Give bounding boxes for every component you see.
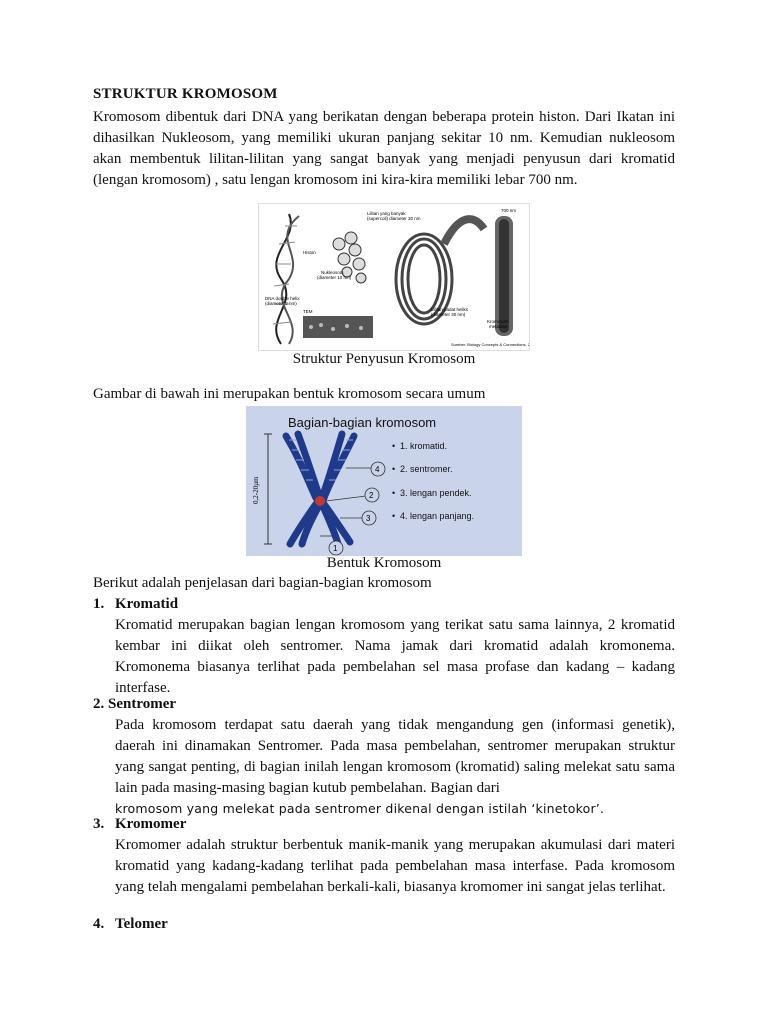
parts-item-1: 1. kromatid. [400,441,448,451]
section-body-sentromer-last: kromosom yang melekat pada sentromer dikenal dengan istilah ‘kinetokor’. [115,801,605,816]
section-body-sentromer: Pada kromosom terdapat satu daerah yang tidak mengandung gen (informasi genetik), daerah ini dinamakan Sentromer. Pada masa pembelahan, sentromer merupakan struktur yang sangat penting, di bagian inilah lengan kromosom (kromatid) saling melekat satu sama lain pada masing-masing bagian kutub pembelahan. Bagian dari [115,717,675,796]
label-lilitan-banyak: Lilitan yang banyak [367,211,406,216]
label-dna: DNA double helix [265,296,300,301]
parts-item-2: 2. sentromer. [400,464,453,474]
marker-4: 4 [375,465,380,474]
label-kromosom: Kromosom [487,319,509,324]
bullet-3: • [392,488,396,498]
marker-3: 3 [366,514,371,523]
label-lilitan-banyak-sub: (supercoil) diameter 30 nm [367,216,421,221]
section-body-kromatid: Kromatid merupakan bagian lengan kromosom yang terikat satu sama lainnya, 2 kromatid kembar ini diikat oleh sentromer. Nama jamak dari kromatid adalah kromonema. Kromonema biasanya terlihat pada pembelahan sel masa profase dan kadang – kadang interfase. [115,617,675,696]
label-histon: Histon [303,250,316,255]
label-lilitan-padat: Lilitan padat heliks [431,307,469,312]
label-700nm: 700 nm [501,208,517,213]
chromosome-structure-figure [258,203,530,351]
label-kromosom-sub: metafase [489,324,508,329]
bullet-4: • [392,511,396,521]
label-source: Sumber: Biology Concepts & Connections, 2006 [451,342,529,347]
section-heading-sentromer [93,696,176,713]
figure2-heading: Bagian-bagian kromosom [288,415,437,430]
section-title: Sentromer [108,696,177,712]
section-heading-telomer [93,916,168,933]
sections-intro-text: Berikut adalah penjelasan dari bagian-bagian kromosom [93,575,432,591]
figure2-caption: Bentuk Kromosom [326,555,442,571]
chromosome-parts-figure [246,406,522,556]
figure1-caption: Struktur Penyusun Kromosom [292,351,476,367]
scale-label: 0,2-20µm [252,476,260,504]
marker-2: 2 [369,491,374,500]
parts-item-4: 4. lengan panjang. [400,511,475,521]
section-number: 4. [93,916,105,932]
section-title: Kromatid [115,596,179,612]
page-title: STRUKTUR KROMOSOM [93,86,278,102]
section-heading-kromatid [93,596,178,613]
section-heading-kromomer [93,816,186,833]
label-dna-sub: (diameter 2 nm) [265,301,297,306]
label-nukleosom: Nukleosom [321,270,344,275]
marker-1: 1 [333,544,338,553]
label-nukleosom-sub: (diameter 10 nm) [317,275,352,280]
section-number: 2. [93,696,105,712]
section-body-kromomer: Kromomer adalah struktur berbentuk manik-manik yang merupakan akumulasi dari materi kromatid yang kadang-kadang terlihat pada pembelahan masa interfase. Pada kromosom yang telah mengalami pembelahan berkali-kali, biasanya kromomer ini sangat jelas terlihat. [115,837,675,895]
chromosome-structure-illustration [259,204,529,350]
bullet-2: • [392,464,396,474]
section-number: 3. [93,816,105,832]
centromere-marker [315,496,325,506]
chromosome-parts-illustration [246,406,522,556]
parts-item-3: 3. lengan pendek. [400,488,472,498]
bullet-1: • [392,441,396,451]
section-title: Kromomer [115,816,187,832]
intro-paragraph: Kromosom dibentuk dari DNA yang berikatan dengan beberapa protein histon. Dari Ikatan ini dihasilkan Nukleosom, yang memiliki ukuran panjang sekitar 10 nm. Kemudian nukleosom akan membentuk lilitan-lilitan yang sangat banyak yang menjadi penyusun dari kromatid (lengan kromosom) , satu lengan kromosom ini kira-kira memiliki lebar 700 nm. [93,109,675,188]
label-tem: TEM [303,309,313,314]
section-title: Telomer [115,916,168,932]
section-number: 1. [93,596,105,612]
label-lilitan-padat-sub: (diameter 30 nm) [431,312,466,317]
figure2-intro-text: Gambar di bawah ini merupakan bentuk kromosom secara umum [93,386,486,402]
